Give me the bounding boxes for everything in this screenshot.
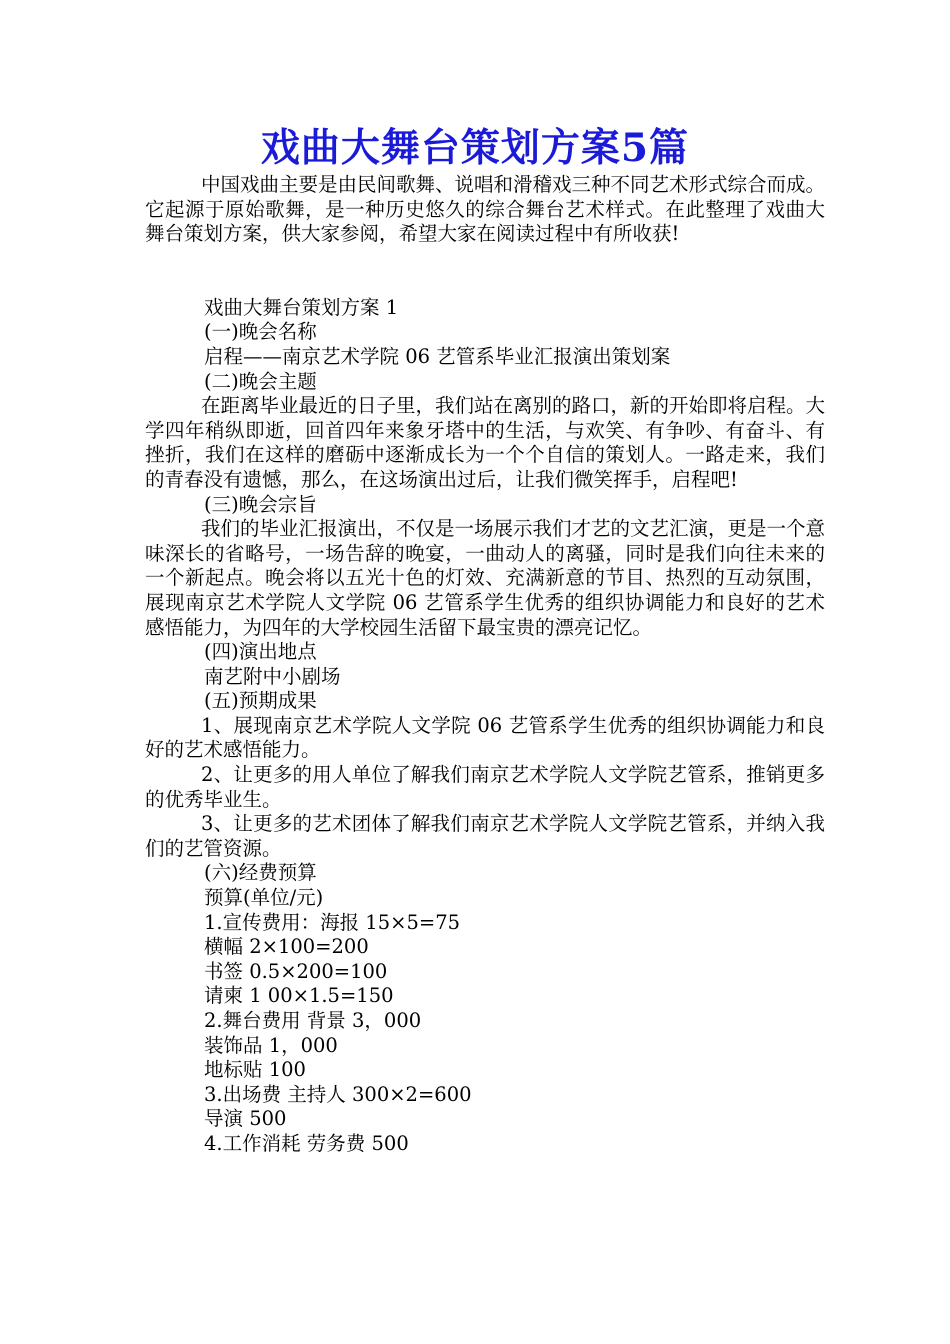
section-title: 戏曲大舞台策划方案 1 <box>204 295 399 319</box>
budget-item: 装饰品 1，000 <box>204 1033 338 1057</box>
heading-venue: (四)演出地点 <box>204 640 317 664</box>
heading-budget: (六)经费预算 <box>204 861 317 885</box>
event-name-text: 启程——南京艺术学院 06 艺管系毕业汇报演出策划案 <box>204 344 671 368</box>
budget-item: 地标贴 100 <box>204 1058 306 1082</box>
result-item-3: 3、让更多的艺术团体了解我们南京艺术学院人文学院艺管系，并纳入我们的艺管资源。 <box>145 812 825 860</box>
heading-event-name: (一)晚会名称 <box>204 320 317 344</box>
theme-paragraph: 在距离毕业最近的日子里，我们站在离别的路口，新的开始即将启程。大学四年稍纵即逝，回首四年来象牙塔中的生活，与欢笑、有争吵、有奋斗、有挫折，我们在这样的磨砺中逐渐成长为一个个自信的策划人。一路走来，我们的青春没有遗憾，那么，在这场演出过后，让我们微笑挥手，启程吧! <box>145 394 826 491</box>
heading-event-theme: (二)晚会主题 <box>204 369 317 393</box>
budget-unit: 预算(单位/元) <box>204 886 324 910</box>
heading-event-purpose: (三)晚会宗旨 <box>204 492 317 516</box>
purpose-paragraph: 我们的毕业汇报演出，不仅是一场展示我们才艺的文艺汇演，更是一个意味深长的省略号，一场告辞的晚宴，一曲动人的离骚，同时是我们向往未来的一个新起点。晚会将以五光十色的灯效、充满新意的节目、热烈的互动氛围，展现南京艺术学院人文学院 06 艺管系学生优秀的组织协调能力和良好的艺术感悟能力，为四年的大学校园生活留下最宝贵的漂亮记忆。 <box>145 517 826 639</box>
heading-expected-results: (五)预期成果 <box>204 689 317 713</box>
document-body <box>145 173 825 1157</box>
budget-item: 横幅 2×100=200 <box>204 935 369 959</box>
paragraph-spacer <box>145 247 825 296</box>
intro-paragraph: 中国戏曲主要是由民间歌舞、说唱和滑稽戏三种不同艺术形式综合而成。它起源于原始歌舞，是一种历史悠久的综合舞台艺术样式。在此整理了戏曲大舞台策划方案，供大家参阅，希望大家在阅读过程中有所收获! <box>145 173 826 246</box>
budget-item: 2.舞台费用 背景 3，000 <box>204 1009 422 1032</box>
budget-item: 请柬 1 00×1.5=150 <box>204 984 394 1008</box>
venue-text: 南艺附中小剧场 <box>204 664 341 688</box>
budget-item: 4.工作消耗 劳务费 500 <box>204 1131 409 1155</box>
document-title: 戏曲大舞台策划方案5篇 <box>260 125 690 171</box>
budget-item: 1.宣传费用：海报 15×5=75 <box>204 910 461 934</box>
result-item-1: 1、展现南京艺术学院人文学院 06 艺管系学生优秀的组织协调能力和良好的艺术感悟能力。 <box>145 713 825 762</box>
budget-item: 书签 0.5×200=100 <box>204 959 388 983</box>
budget-item: 导演 500 <box>204 1107 287 1131</box>
result-item-2: 2、让更多的用人单位了解我们南京艺术学院人文学院艺管系，推销更多的优秀毕业生。 <box>145 763 825 811</box>
budget-item: 3.出场费 主持人 300×2=600 <box>204 1082 472 1106</box>
